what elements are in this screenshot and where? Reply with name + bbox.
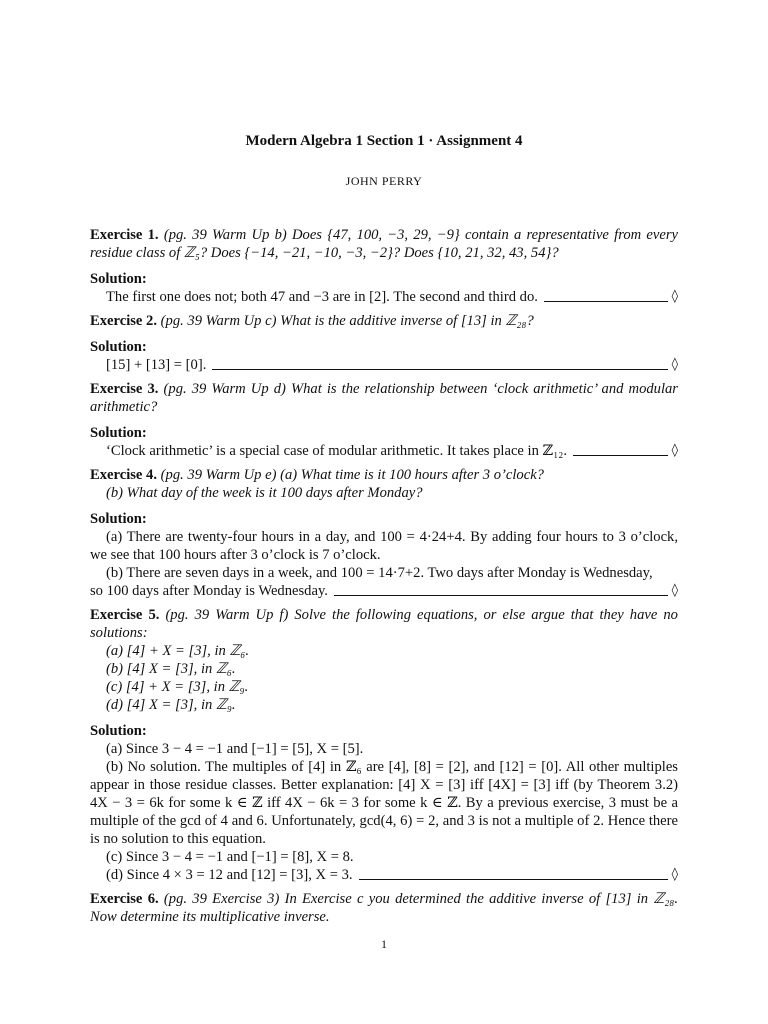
exercise-5-statement <box>90 606 678 642</box>
page-number: 1 <box>381 937 387 951</box>
qed-rule <box>212 369 667 370</box>
solution-text: so 100 days after Monday is Wednesday. <box>90 583 328 599</box>
qed-rule <box>573 455 668 456</box>
solution-text: The first one does not; both 47 and −3 are in [2]. The second and third do. <box>106 289 538 305</box>
exercise-subquestion: (b) What day of the week is it 100 days after Monday? <box>106 485 423 501</box>
solution-label: Solution: <box>90 723 147 739</box>
solution-label: Solution: <box>90 425 147 441</box>
exercise-text: (pg. 39 Warm Up d) What is the relationship between ‘clock arithmetic’ and modular arithmetic? <box>90 381 678 415</box>
exercise-3-statement <box>90 380 678 416</box>
exercise-label: Exercise 6. <box>90 891 159 907</box>
qed-rule <box>334 595 668 596</box>
qed-rule <box>359 879 668 880</box>
solution-label: Solution: <box>90 271 147 287</box>
exercise-part: (b) [4] X = [3], in ℤ₆. <box>106 661 236 677</box>
qed-diamond-icon: ◊ <box>671 289 678 304</box>
solution-paragraph: (c) Since 3 − 4 = −1 and [−1] = [8], X = 8. <box>106 849 354 865</box>
solution-paragraph: (a) Since 3 − 4 = −1 and [−1] = [5], X = [5]. <box>106 741 364 757</box>
author-name: JOHN PERRY <box>345 174 423 188</box>
qed-diamond-icon: ◊ <box>671 867 678 882</box>
exercise-text: (pg. 39 Warm Up f) Solve the following equations, or else argue that they have no solutions: <box>90 607 678 641</box>
page-title: Modern Algebra 1 Section 1 · Assignment 4 <box>245 133 523 149</box>
solution-line <box>90 582 678 600</box>
exercise-text: (pg. 39 Exercise 3) In Exercise c you determined the additive inverse of [13] in ℤ₂₈. Now determine its multiplicative inverse. <box>90 891 678 925</box>
solution-text: [15] + [13] = [0]. <box>106 357 207 373</box>
solution-label: Solution: <box>90 511 147 527</box>
solution-line <box>90 442 678 460</box>
exercise-part: (d) [4] X = [3], in ℤ₉. <box>106 697 236 713</box>
solution-line <box>90 356 678 374</box>
exercise-text: (pg. 39 Warm Up b) Does {47, 100, −3, 29, −9} contain a representative from every residue class of ℤ₅? Does {−14, −21, −10, −3, −2}? Does {10, 21, 32, 43, 54}? <box>90 227 678 261</box>
solution-paragraph: (b) No solution. The multiples of [4] in ℤ₆ are [4], [8] = [2], and [12] = [0]. All other multiples appear in those residue classes. Better explanation: [4] X = [3] iff [4X] = [3] iff (by Theorem 3.2) 4X − 3 = 6k for some k ∈ ℤ iff 4X − 6k = 3 for some k ∈ ℤ. By a previous exercise, 3 must be a multiple of the gcd of 4 and 6. Unfortunately, gcd(4, 6) = 2, and 3 is not a multiple of 2. Hence there is no solution to this equation. <box>90 759 678 847</box>
exercise-text: (pg. 39 Warm Up c) What is the additive inverse of [13] in ℤ₂₈? <box>160 313 534 329</box>
exercise-label: Exercise 1. <box>90 227 159 243</box>
solution-text: (d) Since 4 × 3 = 12 and [12] = [3], X = 3. <box>106 867 353 883</box>
solution-text: ‘Clock arithmetic’ is a special case of modular arithmetic. It takes place in ℤ₁₂. <box>106 443 568 459</box>
exercise-5 <box>90 606 678 884</box>
exercise-2 <box>90 312 678 374</box>
exercise-1 <box>90 226 678 306</box>
exercise-label: Exercise 4. <box>90 467 158 483</box>
exercise-label: Exercise 3. <box>90 381 159 397</box>
exercise-4-statement <box>90 466 678 484</box>
exercise-part: (c) [4] + X = [3], in ℤ₉. <box>106 679 249 695</box>
exercise-text: (pg. 39 Warm Up e) (a) What time is it 100 hours after 3 o’clock? <box>160 467 544 483</box>
exercise-3 <box>90 380 678 460</box>
qed-diamond-icon: ◊ <box>671 583 678 598</box>
solution-line <box>90 288 678 306</box>
exercise-label: Exercise 2. <box>90 313 158 329</box>
exercise-6-statement <box>90 890 678 926</box>
solution-paragraph: (b) There are seven days in a week, and 100 = 14·7+2. Two days after Monday is Wednesday, <box>106 565 653 581</box>
exercise-6 <box>90 890 678 926</box>
qed-rule <box>544 301 668 302</box>
solution-label: Solution: <box>90 339 147 355</box>
exercise-4 <box>90 466 678 600</box>
exercise-label: Exercise 5. <box>90 607 160 623</box>
exercise-1-statement <box>90 226 678 262</box>
qed-diamond-icon: ◊ <box>671 357 678 372</box>
content-body <box>90 226 678 932</box>
solution-line <box>90 866 678 884</box>
exercise-2-statement <box>90 312 678 330</box>
solution-paragraph: (a) There are twenty-four hours in a day, and 100 = 4·24+4. By adding four hours to 3 o’clock, we see that 100 hours after 3 o’clock is 7 o’clock. <box>90 529 678 563</box>
exercise-part: (a) [4] + X = [3], in ℤ₆. <box>106 643 250 659</box>
qed-diamond-icon: ◊ <box>671 443 678 458</box>
